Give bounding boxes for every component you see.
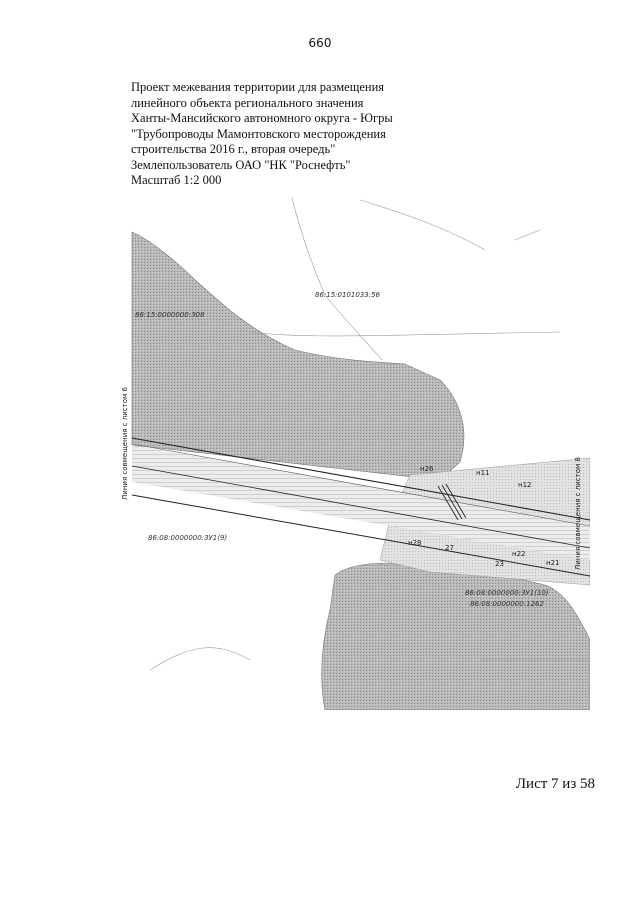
scale-line: Масштаб 1:2 000 <box>131 173 222 187</box>
parcel-label: 86:08:0000000:3У1(9) <box>148 534 228 542</box>
title-line: линейного объекта регионального значения <box>131 95 364 110</box>
title-line: "Трубопроводы Мамонтовского месторождения <box>131 126 386 141</box>
point-label: 27 <box>445 544 454 552</box>
point-label: 23 <box>495 560 504 568</box>
point-label: н26 <box>420 465 434 473</box>
title-line: Проект межевания территории для размещения <box>131 80 385 94</box>
page-number: 660 <box>308 36 332 50</box>
map-svg <box>120 190 590 710</box>
title-block <box>131 80 431 189</box>
parcel-label: 86:08:0000000:3У1(10) <box>465 589 549 597</box>
parcel-label: 86:08:0000000:1262 <box>470 600 544 608</box>
parcel-label: 86:15:0101033:56 <box>315 291 380 299</box>
title-line: строительства 2016 г., вторая очередь" <box>131 142 336 156</box>
point-label: н22 <box>512 550 526 558</box>
title-line: Ханты-Мансийского автономного округа - Югры <box>131 111 393 125</box>
right-edge-label: Линия совмещения с листом 8 <box>574 457 582 570</box>
point-label: н12 <box>518 481 532 489</box>
parcel-area-lower <box>322 563 590 710</box>
left-edge-label: Линия совмещения с листом 6 <box>121 387 129 500</box>
point-label: н28 <box>408 539 422 547</box>
parcel-label: 86:15:0000000:308 <box>135 311 205 319</box>
sheet-number: Лист 7 из 58 <box>515 776 595 792</box>
parcel-area-upper <box>132 232 464 480</box>
survey-map <box>120 190 590 710</box>
landowner-line: Землепользователь ОАО "НК "Роснефть" <box>131 157 351 172</box>
point-label: н11 <box>476 469 490 477</box>
point-label: н21 <box>546 559 560 567</box>
